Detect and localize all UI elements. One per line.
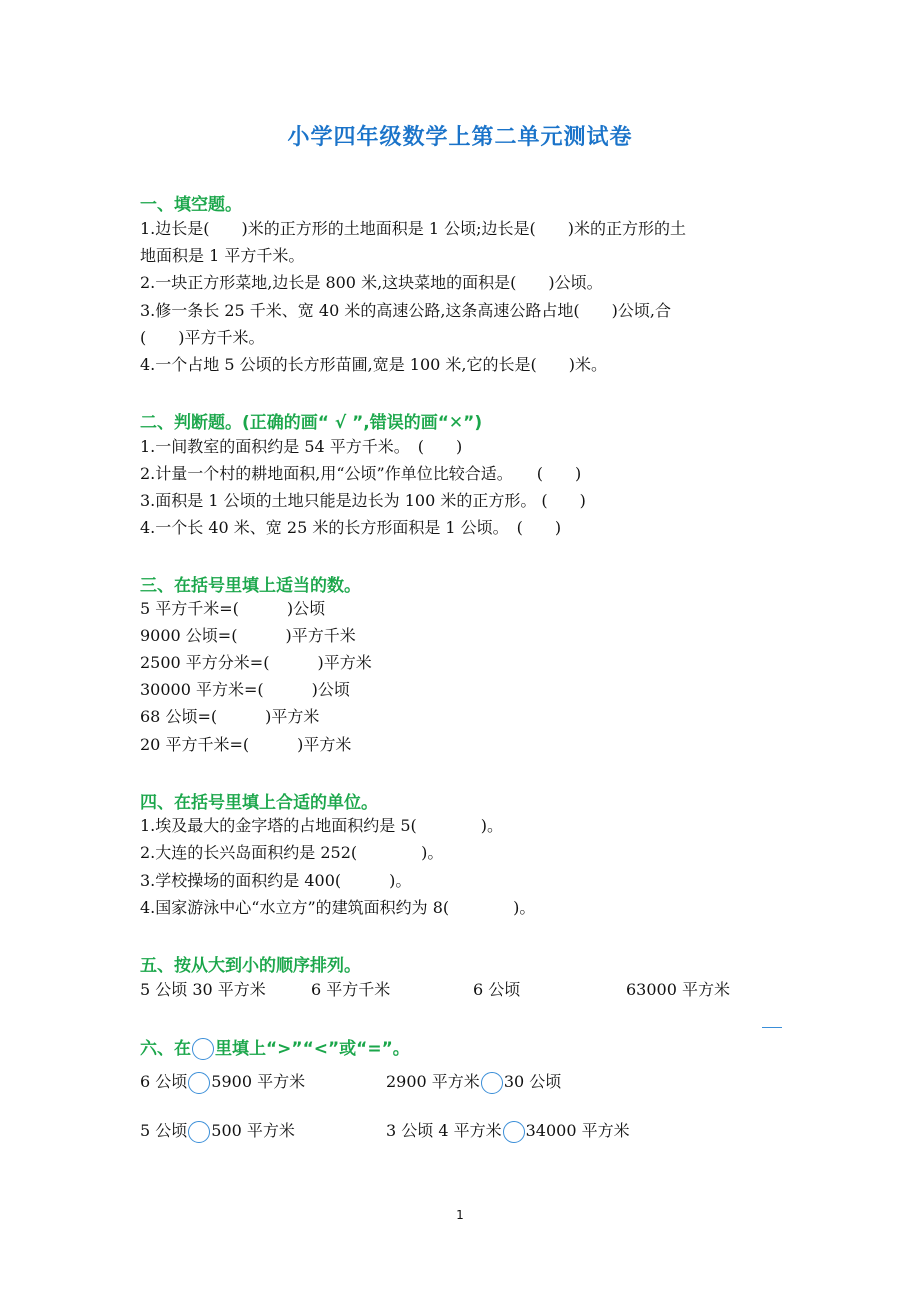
s4-line-3: 3.学校操场的面积约是 400( )。 <box>140 871 412 890</box>
compare-circle-icon[interactable] <box>481 1072 503 1094</box>
s3-line-2: 9000 公顷=( )平方千米 <box>140 626 356 645</box>
s2-line-2: 2.计量一个村的耕地面积,用“公顷”作单位比较合适。 ( ) <box>140 464 582 483</box>
section-6-heading <box>140 1034 410 1060</box>
s1-line-6: 4.一个占地 5 公顷的长方形苗圃,宽是 100 米,它的长是( )米。 <box>140 355 607 374</box>
section-3-heading: 三、在括号里填上适当的数。 <box>140 576 361 596</box>
compare-circle-icon[interactable] <box>503 1121 525 1143</box>
s4-line-1: 1.埃及最大的金字塔的占地面积约是 5( )。 <box>140 816 504 835</box>
s5-item-4: 63000 平方米 <box>626 980 730 999</box>
s1-line-2: 地面积是 1 平方千米。 <box>140 246 305 265</box>
section-1-heading: 一、填空题。 <box>140 195 242 215</box>
s6-r2b-left: 3 公顷 4 平方米 <box>386 1121 502 1140</box>
s6-r1b-right: 30 公顷 <box>503 1072 562 1091</box>
s4-line-2: 2.大连的长兴岛面积约是 252( )。 <box>140 843 444 862</box>
s1-line-5: ( )平方千米。 <box>140 328 265 347</box>
s3-line-5: 68 公顷=( )平方米 <box>140 707 320 726</box>
compare-circle-icon[interactable] <box>188 1072 210 1094</box>
s6-r1b-left: 2900 平方米 <box>386 1072 480 1091</box>
compare-circle-icon[interactable] <box>188 1121 210 1143</box>
s4-line-4: 4.国家游泳中心“水立方”的建筑面积约为 8( )。 <box>140 898 536 917</box>
s6-r2b-right: 34000 平方米 <box>525 1121 630 1140</box>
s1-line-1: 1.边长是( )米的正方形的土地面积是 1 公顷;边长是( )米的正方形的土 <box>140 219 686 238</box>
blank-circle-icon <box>192 1038 214 1060</box>
page-number: 1 <box>456 1208 464 1222</box>
s5-item-3: 6 公顷 <box>473 980 521 999</box>
section-2-heading: 二、判断题。(正确的画“ √ ”,错误的画“✕”) <box>140 413 483 433</box>
s2-line-3: 3.面积是 1 公顷的土地只能是边长为 100 米的正方形。 ( ) <box>140 491 586 510</box>
section-4-heading: 四、在括号里填上合适的单位。 <box>140 793 378 813</box>
s3-line-4: 30000 平方米=( )公顷 <box>140 680 350 699</box>
s6-row-1a <box>140 1071 305 1094</box>
s2-line-4: 4.一个长 40 米、宽 25 米的长方形面积是 1 公顷。 ( ) <box>140 518 562 537</box>
s6-r2a-right: 500 平方米 <box>211 1121 295 1140</box>
section-5-heading: 五、按从大到小的顺序排列。 <box>140 956 361 976</box>
s5-item-1: 5 公顷 30 平方米 <box>140 980 266 999</box>
s6-row-2a <box>140 1120 295 1143</box>
s1-line-3: 2.一块正方形菜地,边长是 800 米,这块菜地的面积是( )公顷。 <box>140 273 603 292</box>
s3-line-1: 5 平方千米=( )公顷 <box>140 599 326 618</box>
s6-heading-post: 里填上“>”“<”或“=”。 <box>215 1039 410 1059</box>
s6-r1a-right: 5900 平方米 <box>211 1072 306 1091</box>
s2-line-1: 1.一间教室的面积约是 54 平方千米。 ( ) <box>140 437 463 456</box>
page-title: 小学四年级数学上第二单元测试卷 <box>287 125 633 150</box>
s6-row-1b <box>386 1071 561 1094</box>
s1-line-4: 3.修一条长 25 千米、宽 40 米的高速公路,这条高速公路占地( )公顷,合 <box>140 301 671 320</box>
s6-r2a-left: 5 公顷 <box>140 1121 188 1140</box>
s3-line-3: 2500 平方分米=( )平方米 <box>140 653 372 672</box>
s5-item-2: 6 平方千米 <box>311 980 391 999</box>
s6-r1a-left: 6 公顷 <box>140 1072 188 1091</box>
decorative-line <box>762 1027 782 1028</box>
s6-row-2b <box>386 1120 630 1143</box>
s6-heading-pre: 六、在 <box>140 1039 191 1059</box>
s3-line-6: 20 平方千米=( )平方米 <box>140 735 352 754</box>
